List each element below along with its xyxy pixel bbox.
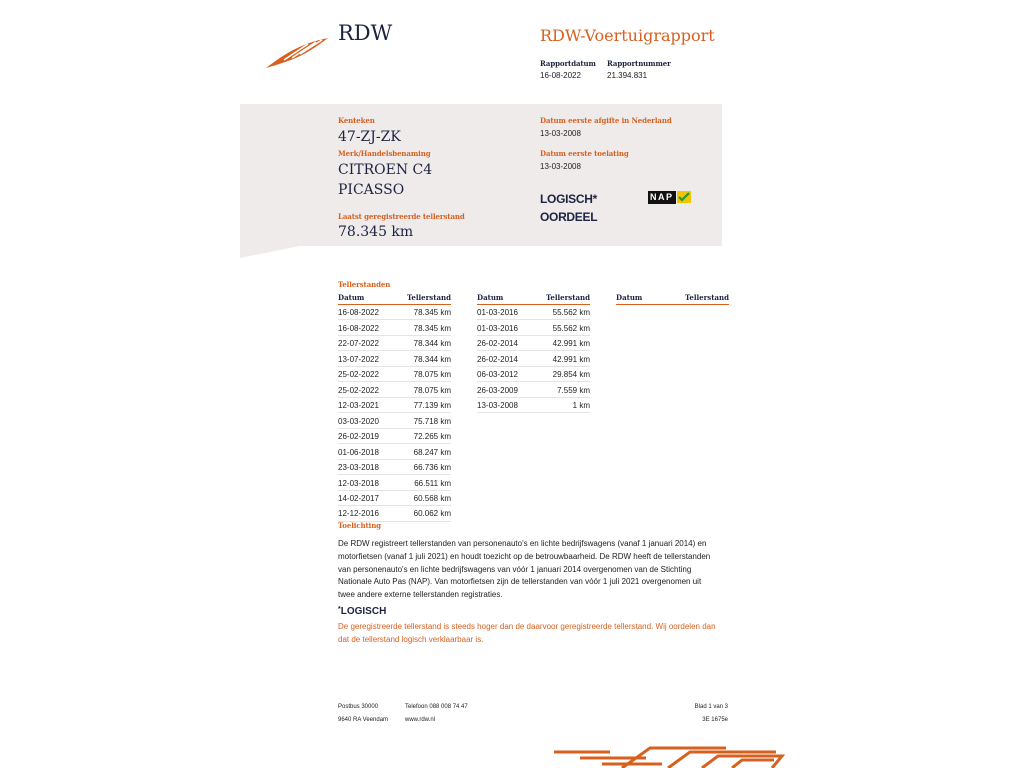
rdw-feather-icon — [264, 34, 330, 70]
col-date: Datum — [477, 293, 504, 302]
row-date: 13-03-2008 — [477, 401, 518, 411]
explanation-line: Nationale Auto Pas (NAP). Van motorfietsen zijn de tellerstanden van vóór 1 juli 2021 overgenomen uit — [338, 577, 702, 587]
table-header — [477, 293, 590, 305]
footer-code: 3E 1675e — [702, 717, 728, 723]
table-row — [477, 337, 590, 352]
first-issue-nl: 13-03-2008 — [540, 129, 581, 138]
footer-web[interactable]: www.rdw.nl — [405, 717, 436, 723]
col-date: Datum — [338, 293, 365, 302]
row-reading: 78.345 km — [413, 308, 451, 318]
row-date: 23-03-2018 — [338, 463, 379, 473]
check-icon — [677, 191, 691, 203]
table-row — [477, 399, 590, 414]
history-table-1 — [338, 293, 451, 522]
row-date: 16-08-2022 — [338, 308, 379, 318]
footer-phone: Telefoon 088 008 74 47 — [405, 704, 468, 710]
row-date: 03-03-2020 — [338, 416, 379, 426]
row-reading: 75.718 km — [413, 416, 451, 426]
row-date: 06-03-2012 — [477, 370, 518, 380]
plate-label: Kenteken — [338, 116, 375, 125]
table-row — [338, 306, 451, 321]
nap-text: NAP — [650, 191, 674, 202]
row-date: 12-12-2016 — [338, 509, 379, 519]
logic-line: dat de tellerstand logisch verklaarbaar is. — [338, 634, 484, 644]
make-label: Merk/Handelsbenaming — [338, 149, 431, 158]
table-row — [477, 321, 590, 336]
explanation-line: van personenauto's en lichte bedrijfswagens van vóór 1 januari 2014 overgenomen van de Stichting — [338, 564, 692, 574]
row-reading: 55.562 km — [552, 308, 590, 318]
row-date: 14-02-2017 — [338, 494, 379, 503]
nap-badge — [648, 189, 691, 205]
row-date: 25-02-2022 — [338, 385, 379, 395]
row-date: 01-03-2016 — [477, 308, 518, 318]
table-row — [338, 476, 451, 491]
table-row — [338, 368, 451, 383]
odometer-label: Laatst geregistreerde tellerstand — [338, 212, 465, 221]
table-row — [338, 430, 451, 445]
row-reading: 29.854 km — [552, 370, 590, 380]
row-date: 26-02-2019 — [338, 432, 379, 442]
make-line-1: CITROEN C4 — [338, 162, 433, 178]
footer-postbus: Postbus 30000 — [338, 704, 379, 710]
table-header — [338, 293, 451, 305]
table-row — [338, 337, 451, 352]
row-date: 12-03-2018 — [338, 478, 379, 488]
report-date: 16-08-2022 — [540, 71, 581, 80]
logic-title: LOGISCH — [340, 606, 387, 617]
row-date: 22-07-2022 — [338, 339, 379, 349]
explanation-title: Toelichting — [338, 521, 381, 530]
footer-city: 9640 RA Veendam — [338, 717, 389, 723]
table-row — [338, 507, 451, 522]
row-reading: 60.568 km — [413, 494, 451, 503]
rdw-logo — [264, 34, 330, 70]
row-reading: 78.075 km — [413, 385, 451, 395]
make-line-2: PICASSO — [338, 182, 405, 198]
report-number-label: Rapportnummer — [607, 59, 671, 68]
logic-heading — [338, 606, 386, 617]
row-reading: 68.247 km — [413, 447, 451, 457]
row-reading: 7.559 km — [557, 385, 590, 395]
row-reading: 1 km — [572, 401, 590, 411]
explanation-line: twee andere externe tellerstanden registraties. — [338, 590, 503, 600]
col-date: Datum — [616, 293, 643, 302]
table-row — [477, 352, 590, 367]
row-date: 01-03-2016 — [477, 323, 518, 333]
row-reading: 42.991 km — [552, 354, 590, 364]
col-reading: Tellerstand — [406, 293, 451, 302]
row-reading: 42.991 km — [552, 339, 590, 349]
table-row — [477, 383, 590, 398]
table-row — [477, 368, 590, 383]
panel-tail — [240, 246, 300, 258]
row-date: 25-02-2022 — [338, 370, 379, 380]
first-admission: 13-03-2008 — [540, 162, 581, 171]
footer-page: Blad 1 van 3 — [694, 704, 728, 710]
first-issue-nl-label: Datum eerste afgifte in Nederland — [540, 116, 672, 125]
first-admission-label: Datum eerste toelating — [540, 149, 629, 158]
table-row — [338, 414, 451, 429]
row-date: 13-07-2022 — [338, 354, 379, 364]
explanation-text — [338, 538, 738, 602]
verdict-line-1: LOGISCH* — [540, 192, 597, 206]
table-row — [338, 383, 451, 398]
report-date-label: Rapportdatum — [540, 59, 596, 68]
row-reading: 66.511 km — [414, 478, 451, 488]
explanation-line: De RDW registreert tellerstanden van personenauto's en lichte bedrijfswagens (vanaf 1 januari 2014) en — [338, 539, 707, 548]
logic-line: De geregistreerde tellerstand is steeds hoger dan de daarvoor geregistreerde tellerstand. Wij oordelen dan — [338, 622, 716, 631]
table-row — [338, 352, 451, 367]
row-date: 26-02-2014 — [477, 354, 518, 364]
logic-star: * — [338, 606, 341, 613]
row-reading: 78.344 km — [413, 354, 451, 364]
table-row — [477, 306, 590, 321]
row-reading: 77.139 km — [413, 401, 451, 411]
table-row — [338, 445, 451, 460]
brand-name: RDW — [338, 21, 393, 45]
logic-text — [338, 621, 738, 647]
row-reading: 55.562 km — [552, 323, 590, 333]
verdict-line-2: OORDEEL — [540, 210, 598, 224]
report-title: RDW-Voertuigrapport — [540, 26, 715, 45]
row-reading: 78.345 km — [413, 323, 451, 333]
history-section-title: Tellerstanden — [338, 280, 391, 289]
row-reading: 78.344 km — [413, 339, 451, 349]
row-date: 12-03-2021 — [338, 401, 379, 411]
col-reading: Tellerstand — [545, 293, 590, 302]
table-row — [338, 321, 451, 336]
history-table-3 — [616, 293, 729, 305]
row-reading: 66.736 km — [413, 463, 451, 473]
row-date: 26-02-2014 — [477, 339, 518, 349]
decorative-stripes — [550, 744, 786, 768]
row-reading: 60.062 km — [413, 509, 451, 519]
row-date: 26-03-2009 — [477, 385, 518, 395]
table-header — [616, 293, 729, 305]
row-reading: 72.265 km — [413, 432, 451, 442]
table-row — [338, 399, 451, 414]
odometer-value: 78.345 km — [338, 224, 414, 240]
row-date: 16-08-2022 — [338, 323, 379, 333]
history-table-2 — [477, 293, 590, 413]
plate: 47-ZJ-ZK — [338, 129, 401, 145]
row-reading: 78.075 km — [413, 370, 451, 380]
col-reading: Tellerstand — [684, 293, 729, 302]
table-row — [338, 492, 451, 507]
table-row — [338, 461, 451, 476]
row-date: 01-06-2018 — [338, 447, 379, 457]
explanation-line: motorfietsen (vanaf 1 juli 2021) en houdt toezicht op de betrouwbaarheid. De RDW heeft de tellerstanden — [338, 551, 711, 561]
vehicle-summary-panel — [240, 104, 722, 246]
report-number: 21.394.831 — [607, 71, 648, 80]
